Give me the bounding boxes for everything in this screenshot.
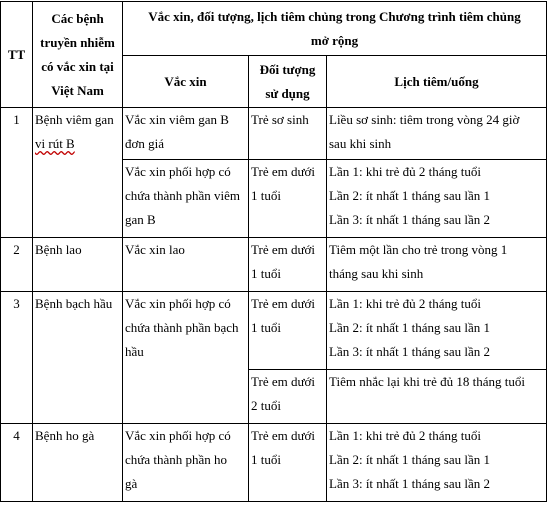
header-target-line: sử dụng (265, 85, 310, 101)
schedule-cell (327, 370, 547, 424)
vaccination-schedule-table (0, 1, 547, 502)
schedule-line: tháng sau khi sinh (329, 266, 424, 281)
schedule-line: Lần 2: ít nhất 1 tháng sau lần 1 (329, 320, 491, 335)
target-line: 2 tuổi (251, 398, 281, 413)
target-line: Trẻ em dưới (251, 164, 315, 179)
header-disease (33, 2, 123, 108)
vaccine-line: gan B (125, 212, 156, 227)
vaccine-line: Vắc xin phối hợp có (125, 428, 231, 443)
target-line: 1 tuổi (251, 266, 281, 281)
disease-cell (33, 238, 123, 292)
vaccine-cell (123, 108, 249, 160)
header-vaccine: Vắc xin (123, 56, 249, 108)
header-disease-line: Các bệnh (51, 10, 104, 26)
target-line: 1 tuổi (251, 188, 281, 203)
vaccine-line: Vắc xin viêm gan B (125, 112, 229, 127)
schedule-line: Lần 3: ít nhất 1 tháng sau lần 2 (329, 344, 491, 359)
target-line: Trẻ em dưới (251, 428, 315, 443)
header-disease-line: có vắc xin tại (41, 58, 114, 74)
header-disease-line: Việt Nam (51, 82, 104, 98)
schedule-cell (327, 238, 547, 292)
target-cell (249, 424, 327, 502)
disease-cell (33, 108, 123, 238)
header-schedule: Lịch tiêm/uống (327, 56, 547, 108)
schedule-line: Tiêm nhắc lại khi trẻ đủ 18 tháng tuổi (329, 374, 525, 389)
header-group-line: Vắc xin, đối tượng, lịch tiêm chủng trong Chương trình tiêm chủng (148, 8, 521, 24)
header-target-line: Đối tượng (259, 61, 316, 77)
disease-line: Bệnh ho gà (35, 428, 95, 443)
schedule-line: Lần 3: ít nhất 1 tháng sau lần 2 (329, 212, 491, 227)
target-line: Trẻ sơ sinh (251, 112, 309, 127)
schedule-cell (327, 292, 547, 370)
header-target (249, 56, 327, 108)
schedule-line: Lần 1: khi trẻ đủ 2 tháng tuổi (329, 296, 482, 311)
target-cell (249, 108, 327, 160)
schedule-line: sau khi sinh (329, 136, 392, 151)
row-number: 4 (1, 424, 33, 502)
schedule-cell (327, 160, 547, 238)
header-group (123, 2, 547, 56)
vaccine-cell (123, 424, 249, 502)
table-row (1, 424, 547, 502)
schedule-cell (327, 424, 547, 502)
schedule-cell (327, 108, 547, 160)
schedule-line: Liều sơ sinh: tiêm trong vòng 24 giờ (329, 112, 520, 127)
row-number: 2 (1, 238, 33, 292)
schedule-line: Lần 2: ít nhất 1 tháng sau lần 1 (329, 452, 491, 467)
header-tt: TT (1, 2, 33, 108)
schedule-line: Tiêm một lần cho trẻ trong vòng 1 (329, 242, 508, 257)
vaccine-line: Vắc xin phối hợp có (125, 296, 231, 311)
target-cell (249, 238, 327, 292)
vaccine-line: chứa thành phần viêm (125, 188, 240, 203)
disease-cell (33, 292, 123, 424)
header-disease-line: truyền nhiễm (40, 34, 115, 50)
vaccine-line: Vắc xin lao (125, 242, 185, 257)
target-line: Trẻ em dưới (251, 374, 315, 389)
header-row-top (1, 2, 547, 56)
disease-line: vi rút B (35, 136, 75, 151)
target-cell (249, 370, 327, 424)
schedule-line: Lần 3: ít nhất 1 tháng sau lần 2 (329, 476, 491, 491)
disease-line: Bệnh viêm gan (35, 112, 114, 127)
target-cell (249, 292, 327, 370)
row-number: 3 (1, 292, 33, 424)
target-line: Trẻ em dưới (251, 296, 315, 311)
schedule-line: Lần 1: khi trẻ đủ 2 tháng tuổi (329, 164, 482, 179)
vaccine-cell (123, 160, 249, 238)
vaccine-line: gà (125, 476, 138, 491)
schedule-line: Lần 1: khi trẻ đủ 2 tháng tuổi (329, 428, 482, 443)
disease-line: Bệnh lao (35, 242, 82, 257)
disease-cell (33, 424, 123, 502)
table-row (1, 238, 547, 292)
vaccine-line: hầu (125, 344, 144, 359)
vaccine-line: Vắc xin phối hợp có (125, 164, 231, 179)
target-line: 1 tuổi (251, 320, 281, 335)
vaccine-line: đơn giá (125, 136, 165, 151)
table-row (1, 108, 547, 160)
target-cell (249, 160, 327, 238)
vaccine-cell (123, 238, 249, 292)
vaccine-line: chứa thành phần ho (125, 452, 227, 467)
row-number: 1 (1, 108, 33, 238)
table-row (1, 292, 547, 370)
target-line: Trẻ em dưới (251, 242, 315, 257)
disease-line: Bệnh bạch hầu (35, 296, 113, 311)
header-group-line: mở rộng (310, 32, 359, 48)
vaccine-line: chứa thành phần bạch (125, 320, 239, 335)
vaccine-cell (123, 292, 249, 424)
target-line: 1 tuổi (251, 452, 281, 467)
schedule-line: Lần 2: ít nhất 1 tháng sau lần 1 (329, 188, 491, 203)
